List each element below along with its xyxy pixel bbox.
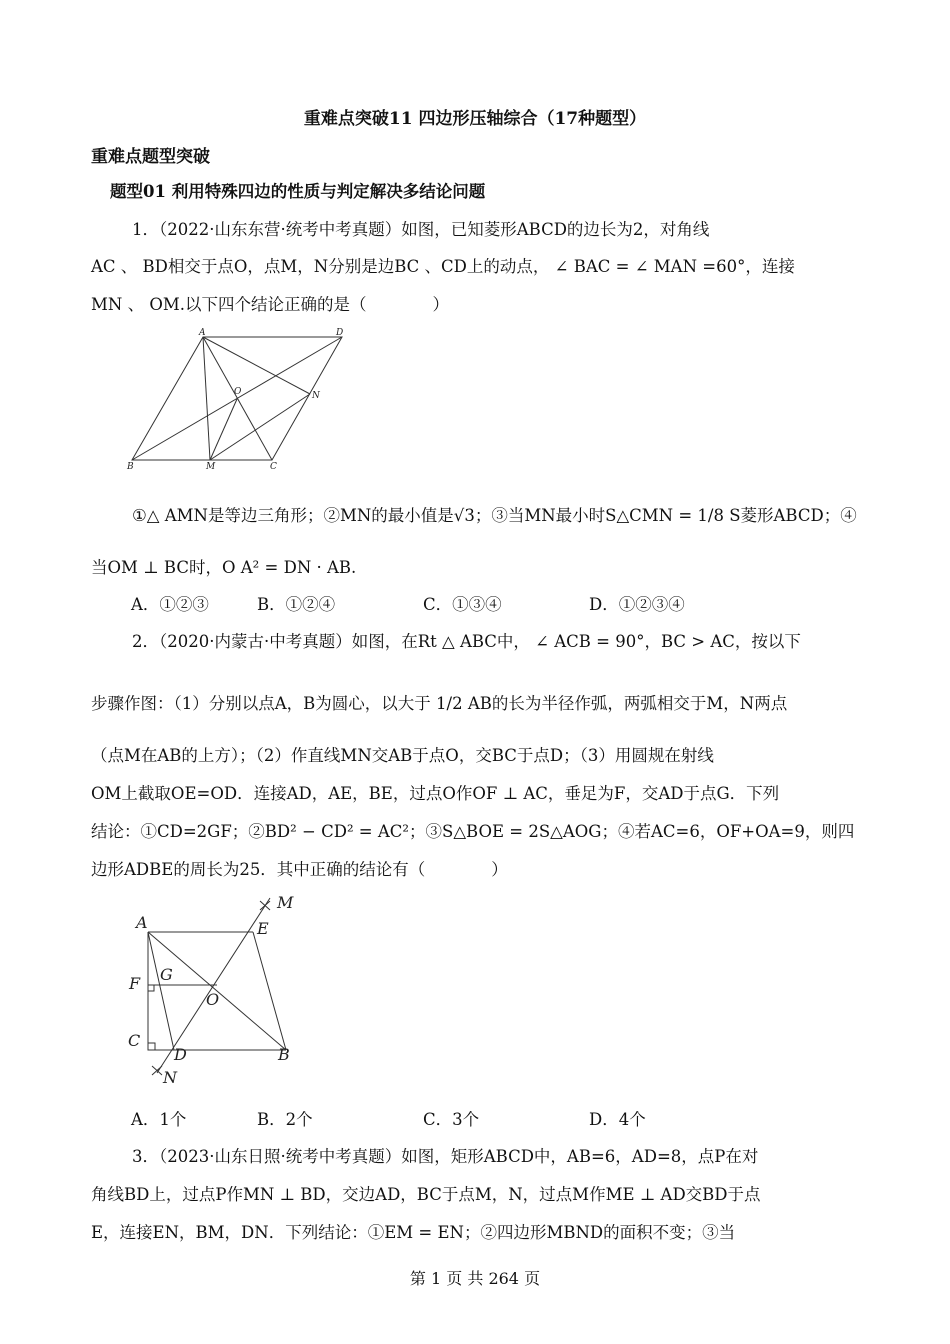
q1-option-c[interactable]: C．①③④	[423, 595, 502, 614]
q2-line: 步骤作图：（1）分别以点A，B为圆心，以大于 1/2 AB的长为半径作弧，两弧相交于M，N两点	[91, 694, 788, 713]
q3-line: E，连接EN，BM，DN．下列结论：①EM = EN；②四边形MBND的面积不变；③当	[91, 1223, 736, 1242]
q1-line: MN 、 OM.以下四个结论正确的是（ ）	[91, 295, 449, 314]
q1-line: 当OM ⊥ BC时，O A² = DN · AB.	[91, 558, 357, 577]
q2-option-d[interactable]: D．4个	[589, 1110, 646, 1129]
fig2-label: E	[257, 919, 269, 938]
fig2-label: D	[174, 1045, 187, 1064]
fig2-label: G	[160, 965, 173, 984]
q2-line: 边形ADBE的周长为25．其中正确的结论有（ ）	[91, 860, 508, 879]
fig2-label: A	[136, 913, 148, 932]
q1-line: 1．（2022·山东东营·统考中考真题）如图，已知菱形ABCD的边长为2，对角线	[132, 220, 710, 239]
q3-line: 3．（2023·山东日照·统考中考真题）如图，矩形ABCD中，AB=6，AD=8，点P在对	[132, 1147, 759, 1166]
q2-line: （点M在AB的上方）；（2）作直线MN交AB于点O，交BC于点D；（3）用圆规在射线	[91, 746, 714, 765]
q2-line: 结论：①CD=2GF；②BD² − CD² = AC²；③S△BOE = 2S△AOG；④若AC=6，OF+OA=9，则四	[91, 822, 855, 841]
fig1-label: A	[199, 328, 206, 338]
q1-option-a[interactable]: A．①②③	[131, 595, 209, 614]
fig1-label: O	[234, 387, 242, 397]
q1-line: ①△ AMN是等边三角形；②MN的最小值是√3；③当MN最小时S△CMN = 1/8 S菱形ABCD；④	[132, 506, 857, 525]
fig1-label: B	[127, 462, 134, 472]
fig1-label: D	[336, 328, 344, 338]
fig2-label: N	[163, 1068, 177, 1087]
fig2-label: O	[206, 990, 220, 1009]
fig1-label: M	[206, 462, 216, 472]
q1-option-b[interactable]: B．①②④	[257, 595, 336, 614]
q1-rhombus-figure	[120, 322, 360, 474]
fig2-label: M	[277, 893, 294, 912]
q2-line: 2．（2020·内蒙古·中考真题）如图，在Rt △ ABC中， ∠ ACB = 90°，BC > AC，按以下	[132, 632, 801, 651]
fig2-label: F	[129, 974, 141, 993]
question-type-heading: 题型01 利用特殊四边的性质与判定解决多结论问题	[110, 182, 486, 201]
q1-line: AC 、 BD相交于点O，点M，N分别是边BC 、CD上的动点， ∠ BAC = ∠ MAN =60°，连接	[91, 257, 795, 276]
page-footer: 第 1 页 共 264 页	[409, 1269, 541, 1288]
q2-option-a[interactable]: A．1个	[131, 1110, 187, 1129]
fig2-label: B	[278, 1045, 290, 1064]
page-title: 重难点突破11 四边形压轴综合（17种题型）	[303, 109, 647, 129]
section-heading: 重难点题型突破	[91, 147, 210, 167]
q1-option-d[interactable]: D．①②③④	[589, 595, 685, 614]
fig1-label: C	[270, 462, 277, 472]
q2-line: OM上截取OE=OD．连接AD，AE，BE，过点O作OF ⊥ AC，垂足为F，交AD于点G．下列	[91, 784, 780, 803]
q3-line: 角线BD上，过点P作MN ⊥ BD，交边AD，BC于点M，N，过点M作ME ⊥ AD交BD于点	[91, 1185, 761, 1204]
fig2-label: C	[128, 1031, 141, 1050]
q2-option-b[interactable]: B．2个	[257, 1110, 313, 1129]
fig1-label: N	[312, 391, 320, 401]
q2-option-c[interactable]: C．3个	[423, 1110, 480, 1129]
q2-construction-figure	[120, 888, 310, 1088]
